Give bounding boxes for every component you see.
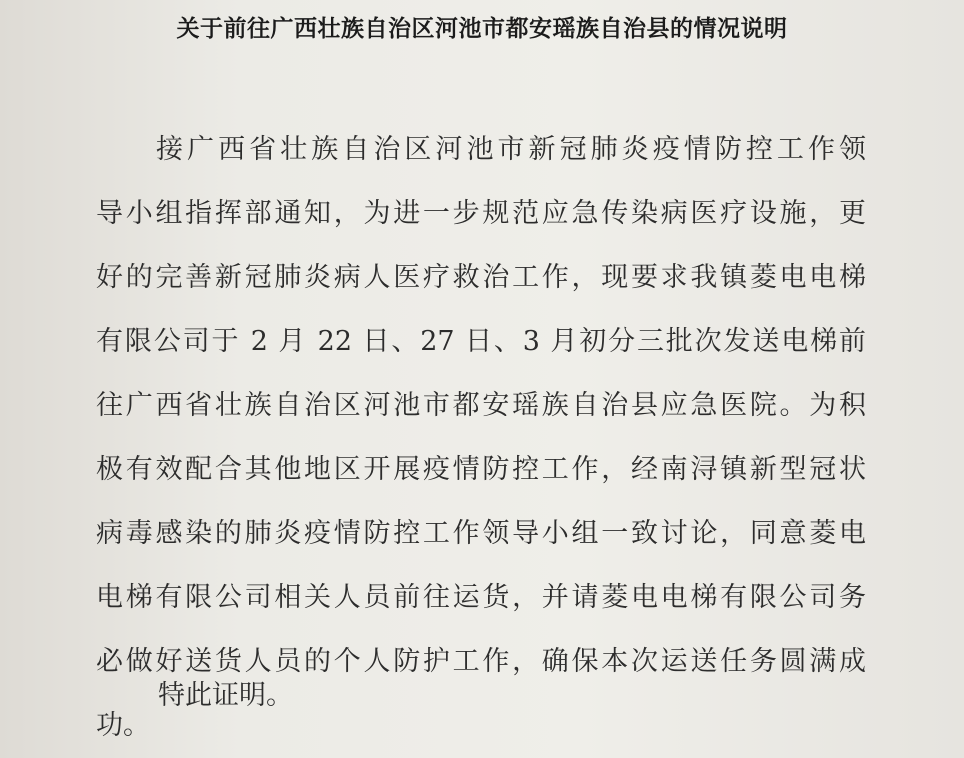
body-line: 病毒感染的肺炎疫情防控工作领导小组一致讨论，同意菱电	[96, 518, 866, 549]
body-line: 必做好送货人员的个人防护工作，确保本次运送任务圆满成	[96, 646, 866, 677]
closing-statement: 特此证明。	[158, 680, 293, 711]
document-title: 关于前往广西壮族自治区河池市都安瑶族自治县的情况说明	[176, 16, 788, 42]
body-line: 电梯有限公司相关人员前往运货，并请菱电电梯有限公司务	[96, 582, 866, 613]
body-line: 极有效配合其他地区开展疫情防控工作，经南浔镇新型冠状	[96, 454, 866, 485]
body-line: 导小组指挥部通知，为进一步规范应急传染病医疗设施，更	[96, 198, 866, 229]
body-line: 接广西省壮族自治区河池市新冠肺炎疫情防控工作领	[156, 134, 866, 165]
body-line: 往广西省壮族自治区河池市都安瑶族自治县应急医院。为积	[96, 390, 866, 421]
body-line: 有限公司于 2 月 22 日、27 日、3 月初分三批次发送电梯前	[96, 326, 866, 357]
body-line: 好的完善新冠肺炎病人医疗救治工作，现要求我镇菱电电梯	[96, 262, 866, 293]
document-body	[96, 118, 866, 758]
body-line: 功。	[96, 710, 150, 741]
